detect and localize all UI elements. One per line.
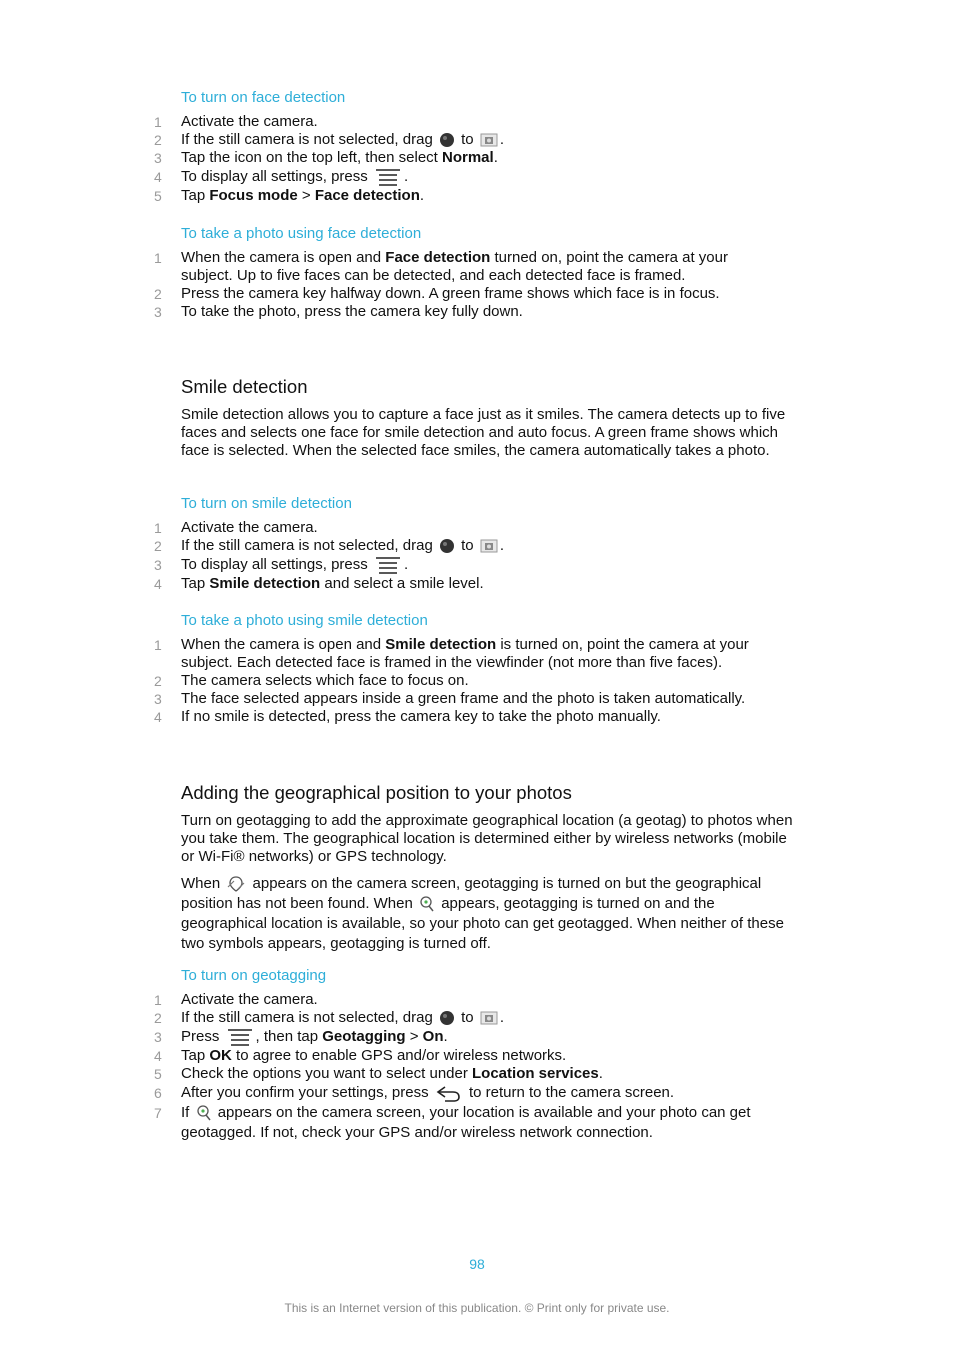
step-number: 4 bbox=[154, 709, 162, 725]
step-text: . bbox=[419, 187, 425, 205]
geo-body-2 bbox=[181, 874, 796, 954]
list-item bbox=[0, 708, 751, 726]
step-number: 2 bbox=[154, 673, 162, 689]
step-number: 2 bbox=[154, 286, 162, 302]
smile-photo-heading: To take a photo using smile detection bbox=[181, 612, 428, 629]
step-number: 2 bbox=[154, 132, 162, 148]
step-text: When the camera is open and bbox=[181, 249, 386, 266]
step-number: 5 bbox=[154, 1066, 162, 1083]
step-text: Tap bbox=[181, 575, 210, 593]
still-camera-icon bbox=[480, 1010, 498, 1026]
step-text: Tap the icon on the top left, then select bbox=[181, 149, 443, 166]
geo-on-steps bbox=[0, 991, 800, 1143]
geotag-found-icon bbox=[196, 1104, 212, 1122]
step-text: turned on, point the camera at your subject. Up to five faces can be detected, and each detected face is framed. bbox=[181, 249, 728, 284]
step-bold: Normal bbox=[442, 149, 494, 166]
step-text: . bbox=[403, 556, 409, 573]
list-item bbox=[0, 167, 751, 187]
step-text: . bbox=[499, 1009, 504, 1026]
step-number: 1 bbox=[154, 520, 162, 536]
face-photo-heading: To take a photo using face detection bbox=[181, 225, 422, 242]
step-number: 1 bbox=[154, 250, 162, 266]
step-number: 3 bbox=[154, 557, 162, 573]
step-text: If bbox=[181, 1104, 190, 1122]
step-text: Check the options you want to select under bbox=[181, 1065, 473, 1083]
menu-icon bbox=[374, 555, 402, 575]
step-number: 4 bbox=[154, 1048, 162, 1065]
still-camera-icon bbox=[480, 132, 498, 148]
step-number: 7 bbox=[154, 1105, 162, 1122]
step-text: If no smile is detected, press the camera key to take the photo manually. bbox=[181, 708, 661, 725]
step-text: . bbox=[499, 537, 504, 554]
step-text: to return to the camera screen. bbox=[468, 1084, 675, 1102]
step-text: Press the camera key halfway down. A green frame shows which face is in focus. bbox=[181, 285, 720, 302]
step-number: 1 bbox=[154, 114, 162, 130]
smile-on-heading: To turn on smile detection bbox=[181, 495, 352, 512]
step-text: Activate the camera. bbox=[181, 991, 318, 1008]
step-text: If the still camera is not selected, drag bbox=[181, 131, 433, 148]
step-text: If the still camera is not selected, drag bbox=[181, 1009, 433, 1026]
menu-icon bbox=[226, 1027, 254, 1047]
step-number: 3 bbox=[154, 1029, 162, 1045]
step-text: The camera selects which face to focus on. bbox=[181, 672, 469, 689]
list-item bbox=[0, 131, 751, 149]
geo-body-text: appears, geotagging is turned on and the geographical location is available, so your photo can get geotagged. When neither of these two symbols appears, geotagging is turned off. bbox=[181, 895, 784, 952]
step-text: After you confirm your settings, press bbox=[181, 1084, 429, 1102]
step-text: To take the photo, press the camera key fully down. bbox=[181, 303, 523, 320]
step-text: If the still camera is not selected, drag bbox=[181, 537, 433, 554]
step-number: 3 bbox=[154, 150, 162, 166]
step-number: 4 bbox=[154, 576, 162, 593]
smile-body: Smile detection allows you to capture a face just as it smiles. The camera detects up to five faces and selects one face for smile detection and auto focus. A green frame shows which face is selected. When the selected face smiles, the camera automatically takes a photo. bbox=[181, 406, 786, 459]
step-number: 4 bbox=[154, 169, 162, 185]
list-item bbox=[0, 113, 751, 131]
step-text: Activate the camera. bbox=[181, 113, 318, 130]
list-item bbox=[0, 1047, 751, 1065]
face-on-heading: To turn on face detection bbox=[181, 89, 346, 106]
step-bold: OK bbox=[209, 1047, 232, 1065]
step-text: Activate the camera. bbox=[181, 519, 318, 536]
list-item bbox=[0, 285, 751, 303]
step-text: To display all settings, press bbox=[181, 168, 368, 185]
list-item bbox=[0, 187, 751, 205]
geo-body-text: When bbox=[181, 875, 221, 892]
geo-on-heading: To turn on geotagging bbox=[181, 967, 327, 984]
step-bold: Focus mode bbox=[209, 187, 298, 205]
step-text: When the camera is open and bbox=[181, 636, 386, 653]
step-text: . bbox=[493, 149, 498, 166]
step-text: The face selected appears inside a green frame and the photo is taken automatically. bbox=[181, 690, 746, 707]
step-number: 3 bbox=[154, 691, 162, 707]
step-text: , then tap bbox=[255, 1028, 323, 1045]
step-number: 2 bbox=[154, 538, 162, 554]
geotag-found-icon bbox=[419, 895, 435, 913]
geo-body-text: appears on the camera screen, geotagging is turned on but the geographical position has not been found. When bbox=[181, 875, 762, 912]
step-text: Tap bbox=[181, 187, 210, 205]
smile-section-title: Smile detection bbox=[181, 376, 308, 397]
list-item bbox=[0, 636, 751, 672]
face-photo-steps bbox=[0, 249, 800, 321]
smile-on-steps bbox=[0, 519, 800, 593]
step-bold: Face detection bbox=[314, 187, 420, 205]
menu-icon bbox=[374, 167, 402, 187]
step-number: 5 bbox=[154, 188, 162, 205]
list-item bbox=[0, 519, 751, 537]
step-text: Tap bbox=[181, 1047, 210, 1065]
step-text: to agree to enable GPS and/or wireless networks. bbox=[231, 1047, 567, 1065]
step-number: 1 bbox=[154, 992, 162, 1008]
list-item bbox=[0, 1065, 751, 1083]
list-item bbox=[0, 537, 751, 555]
step-bold: Smile detection bbox=[209, 575, 321, 593]
step-text: . bbox=[403, 168, 409, 185]
step-text: and select a smile level. bbox=[320, 575, 484, 593]
step-bold: Face detection bbox=[385, 249, 491, 266]
step-text: > bbox=[297, 187, 315, 205]
geotag-searching-icon bbox=[226, 875, 246, 893]
list-item bbox=[0, 991, 751, 1009]
step-text: To display all settings, press bbox=[181, 556, 368, 573]
step-text: appears on the camera screen, your location is available and your photo can get geotagged. If not, check your GPS and/or wireless network connection. bbox=[181, 1104, 751, 1142]
step-number: 3 bbox=[154, 304, 162, 320]
geo-section-title: Adding the geographical position to your photos bbox=[181, 782, 572, 803]
step-text: > bbox=[405, 1028, 423, 1045]
step-bold: Smile detection bbox=[385, 636, 497, 653]
step-text: . bbox=[499, 131, 504, 148]
step-bold: Geotagging bbox=[322, 1028, 406, 1045]
back-icon bbox=[435, 1084, 463, 1102]
step-number: 1 bbox=[154, 637, 162, 653]
step-text: . bbox=[598, 1065, 603, 1083]
face-on-steps bbox=[0, 113, 800, 205]
list-item bbox=[0, 672, 751, 690]
camera-dot-icon bbox=[439, 132, 455, 148]
list-item bbox=[0, 1103, 751, 1143]
list-item bbox=[0, 249, 751, 285]
smile-photo-steps bbox=[0, 636, 800, 726]
camera-dot-icon bbox=[439, 538, 455, 554]
step-bold: Location services bbox=[472, 1065, 599, 1083]
step-text: to bbox=[461, 131, 474, 148]
step-number: 6 bbox=[154, 1085, 162, 1102]
step-text: . bbox=[443, 1028, 448, 1045]
geo-body-1: Turn on geotagging to add the approximate geographical location (a geotag) to photos when you take them. The geographical location is determined either by wireless networks (mobile or Wi-Fi® networks) or GPS technology. bbox=[181, 812, 793, 865]
list-item bbox=[0, 303, 751, 321]
step-text: to bbox=[461, 537, 474, 554]
list-item bbox=[0, 575, 751, 593]
list-item bbox=[0, 1027, 751, 1047]
step-text: Press bbox=[181, 1028, 220, 1045]
list-item bbox=[0, 149, 751, 167]
list-item bbox=[0, 1009, 751, 1027]
list-item bbox=[0, 555, 751, 575]
list-item bbox=[0, 1083, 751, 1103]
camera-dot-icon bbox=[439, 1010, 455, 1026]
footer-note: This is an Internet version of this publication. © Print only for private use. bbox=[284, 1301, 670, 1315]
step-text: is turned on, point the camera at your subject. Each detected face is framed in the viewfinder (not more than five faces). bbox=[181, 636, 749, 671]
list-item bbox=[0, 690, 751, 708]
step-number: 2 bbox=[154, 1010, 162, 1026]
page-number: 98 bbox=[469, 1256, 485, 1272]
still-camera-icon bbox=[480, 538, 498, 554]
step-text: to bbox=[461, 1009, 474, 1026]
step-bold: On bbox=[422, 1028, 444, 1045]
